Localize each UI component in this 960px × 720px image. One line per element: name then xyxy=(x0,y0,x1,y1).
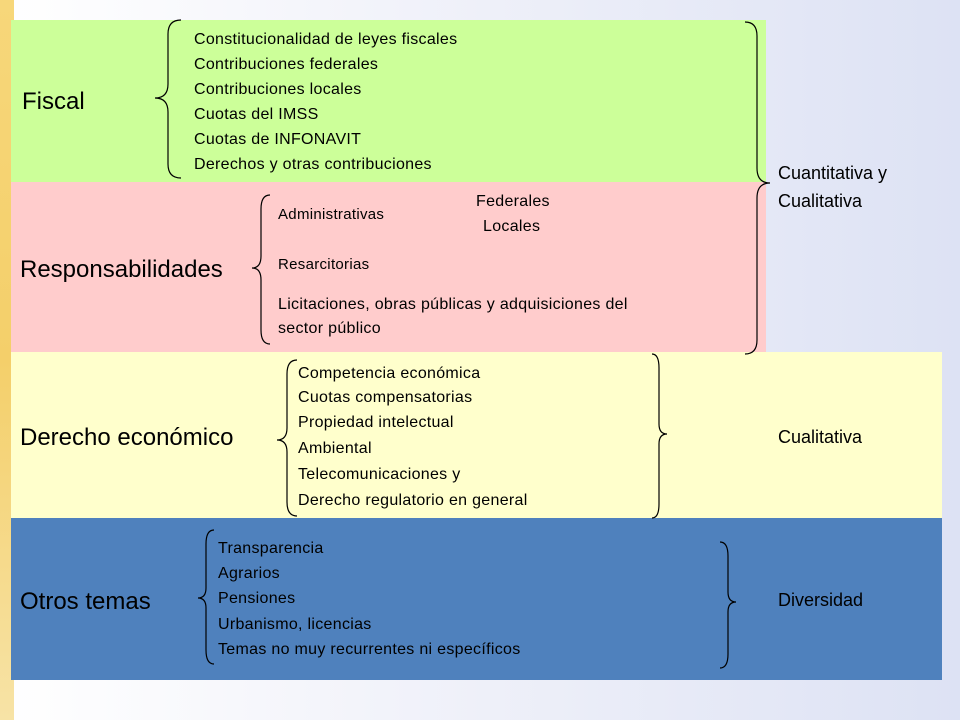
derecho-economico-title: Derecho económico xyxy=(20,424,234,451)
otros-temas-item: Temas no muy recurrentes ni específicos xyxy=(218,641,521,658)
otros-temas-title: Otros temas xyxy=(20,588,151,615)
derecho-economico-item: Cuotas compensatorias xyxy=(298,389,473,406)
responsabilidades-title: Responsabilidades xyxy=(20,256,223,283)
otros-temas-item: Agrarios xyxy=(218,565,280,582)
fiscal-item: Derechos y otras contribuciones xyxy=(194,156,432,173)
responsabilidades-subitem: Locales xyxy=(483,218,541,235)
responsabilidades-item: Administrativas xyxy=(278,206,385,223)
classification-label: Cualitativa xyxy=(778,427,863,447)
otros-temas-item: Pensiones xyxy=(218,590,296,607)
otros-temas-item: Urbanismo, licencias xyxy=(218,616,372,633)
responsabilidades-item: Resarcitorias xyxy=(278,256,370,273)
classification-label: Cualitativa xyxy=(778,191,863,211)
derecho-economico-item: Ambiental xyxy=(298,440,372,457)
otros-temas-item: Transparencia xyxy=(218,540,324,557)
classification-label: Diversidad xyxy=(778,590,864,610)
fiscal-item: Constitucionalidad de leyes fiscales xyxy=(194,31,458,48)
fiscal-title: Fiscal xyxy=(22,88,85,115)
derecho-economico-item: Competencia económica xyxy=(298,365,481,382)
fiscal-item: Contribuciones locales xyxy=(194,81,362,98)
derecho-economico-item: Derecho regulatorio en general xyxy=(298,492,528,509)
fiscal-item: Contribuciones federales xyxy=(194,56,379,73)
classification-label: Cuantitativa y xyxy=(778,163,888,183)
fiscal-item: Cuotas del IMSS xyxy=(194,106,319,123)
responsabilidades-subitem: Federales xyxy=(476,193,550,210)
fiscal-item: Cuotas de INFONAVIT xyxy=(194,131,362,148)
derecho-economico-item: Propiedad intelectual xyxy=(298,414,454,431)
responsabilidades-item: sector público xyxy=(278,320,381,337)
derecho-economico-item: Telecomunicaciones y xyxy=(298,466,461,483)
responsabilidades-item: Licitaciones, obras públicas y adquisiciones del xyxy=(278,296,628,313)
